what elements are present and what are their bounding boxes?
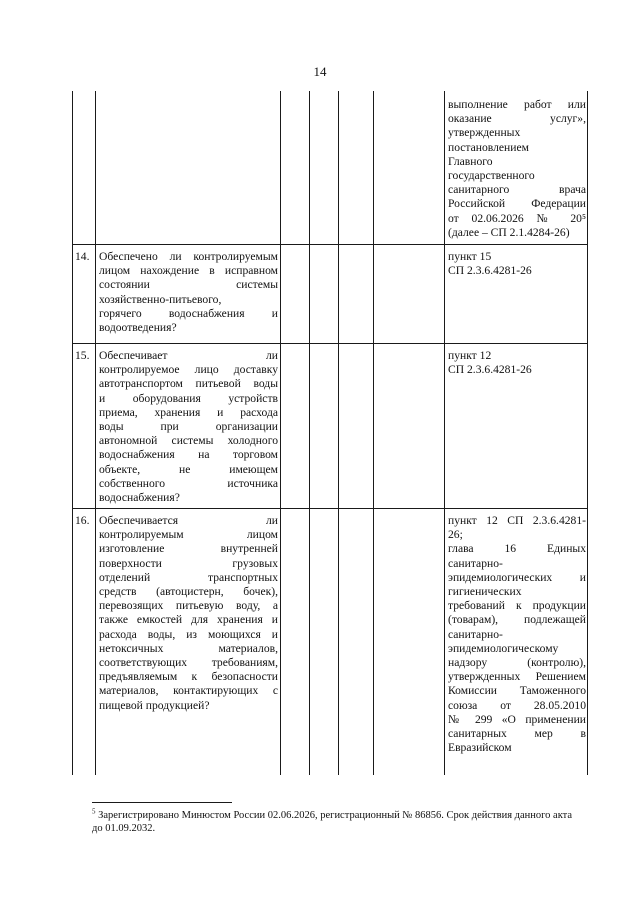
reference-line: Главного [448, 154, 493, 168]
column-divider [280, 91, 281, 775]
question-line: приема, хранения и расхода [99, 405, 278, 419]
reference-line: Российской Федерации [448, 197, 586, 211]
question-line: водоснабжения? [99, 491, 180, 505]
footnote-text: Зарегистрировано Минюстом России 02.06.2026, регистрационный № 86856. Срок действия данного акта [95, 810, 573, 821]
row-separator [72, 244, 588, 245]
question-line: и оборудования устройств [99, 391, 278, 405]
requirements-table [72, 91, 588, 775]
question-line: лицом нахождение в исправном [99, 264, 278, 278]
reference-line: пункт 12 СП 2.3.6.4281- [448, 514, 586, 527]
row-continuation-reference [448, 98, 586, 240]
question-line: объекте, не имеющем [99, 462, 278, 476]
reference-line: выполнение работ или [448, 98, 586, 111]
row-separator [72, 343, 588, 344]
question-line: водоснабжения на торговом [99, 448, 278, 462]
row-question [99, 514, 278, 713]
reference-line: (товарам), подлежащей [448, 613, 586, 627]
reference-line: оказание услуг», [448, 112, 586, 126]
table-border-left [72, 91, 73, 775]
table-border-right [587, 91, 588, 775]
footnote-marker: 5 [92, 807, 96, 816]
row-reference [448, 514, 586, 755]
reference-line: СП 2.3.6.4281-26 [448, 363, 532, 377]
question-line: автономной системы холодного [99, 434, 278, 448]
footnote-line [92, 809, 588, 822]
row-number: 15. [75, 349, 90, 362]
question-line: горячего водоснабжения и [99, 306, 278, 320]
reference-line: (далее – СП 2.1.4284-26) [448, 225, 570, 239]
reference-line: гигиенических [448, 585, 522, 599]
question-line: контролируемым лицом [99, 528, 278, 542]
question-line: перевозящих питьевую воду, а [99, 599, 278, 613]
row-number: 14. [75, 250, 90, 263]
reference-line: пункт 15 [448, 250, 492, 263]
question-line: состоянии системы [99, 278, 278, 292]
question-line: также емкостей для хранения и [99, 613, 278, 627]
reference-line: постановлением [448, 140, 529, 154]
reference-line: санитарных мер в [448, 727, 586, 741]
question-line: хозяйственно-питьевого, [99, 292, 222, 306]
column-divider [95, 91, 96, 775]
question-line: Обеспечивает ли [99, 349, 278, 362]
row-separator [72, 508, 588, 509]
reference-line: санитарно- [448, 627, 503, 641]
column-divider [373, 91, 374, 775]
question-line: поверхности грузовых [99, 556, 278, 570]
question-line: Обеспечено ли контролируемым [99, 250, 278, 263]
row-question [99, 349, 278, 505]
reference-line: 26; [448, 528, 463, 542]
reference-line: санитарного врача [448, 183, 586, 197]
question-line: изготовление внутренней [99, 542, 278, 556]
question-line: отделений транспортных [99, 570, 278, 584]
question-line: материалов, контактирующих с [99, 684, 278, 698]
reference-line: эпидемиологических и [448, 570, 586, 584]
reference-line: Евразийском [448, 741, 512, 755]
page-number: 14 [313, 64, 327, 79]
row-reference [448, 349, 586, 377]
row-reference [448, 250, 586, 278]
row-question [99, 250, 278, 335]
question-line: контролируемое лицо доставку [99, 363, 278, 377]
question-line: расхода воды, из моющихся и [99, 627, 278, 641]
question-line: водоотведения? [99, 321, 177, 335]
reference-line: глава 16 Единых [448, 542, 586, 556]
reference-line: утвержденных Решением [448, 670, 586, 684]
question-line: воды при организации [99, 420, 278, 434]
reference-line: Комиссии Таможенного [448, 684, 586, 698]
reference-line: утвержденных [448, 126, 521, 140]
reference-line: союза от 28.05.2010 [448, 698, 586, 712]
question-line: автотранспортом питьевой воды [99, 377, 278, 391]
question-line: соответствующих требованиям, [99, 656, 278, 670]
reference-line: от 02.06.2026 № 20⁵ [448, 211, 586, 225]
footnote-line: до 01.09.2032. [92, 823, 156, 834]
reference-line: эпидемиологическому [448, 641, 559, 655]
question-line: Обеспечивается ли [99, 514, 278, 527]
footnote [92, 809, 588, 835]
reference-line: СП 2.3.6.4281-26 [448, 264, 532, 278]
reference-line: № 299 «О применении [448, 712, 586, 726]
column-divider [338, 91, 339, 775]
column-divider [309, 91, 310, 775]
question-line: пищевой продукцией? [99, 698, 210, 712]
reference-line: санитарно- [448, 556, 503, 570]
question-line: средств (автоцистерн, бочек), [99, 585, 278, 599]
row-number: 16. [75, 514, 90, 527]
footnote-separator [92, 802, 232, 803]
column-divider [444, 91, 445, 775]
reference-line: надзору (контролю), [448, 656, 586, 670]
reference-line: требований к продукции [448, 599, 586, 613]
question-line: собственного источника [99, 476, 278, 490]
reference-line: пункт 12 [448, 349, 492, 362]
question-line: нетоксичных материалов, [99, 641, 278, 655]
question-line: предъявляемым к безопасности [99, 670, 278, 684]
reference-line: государственного [448, 169, 535, 183]
